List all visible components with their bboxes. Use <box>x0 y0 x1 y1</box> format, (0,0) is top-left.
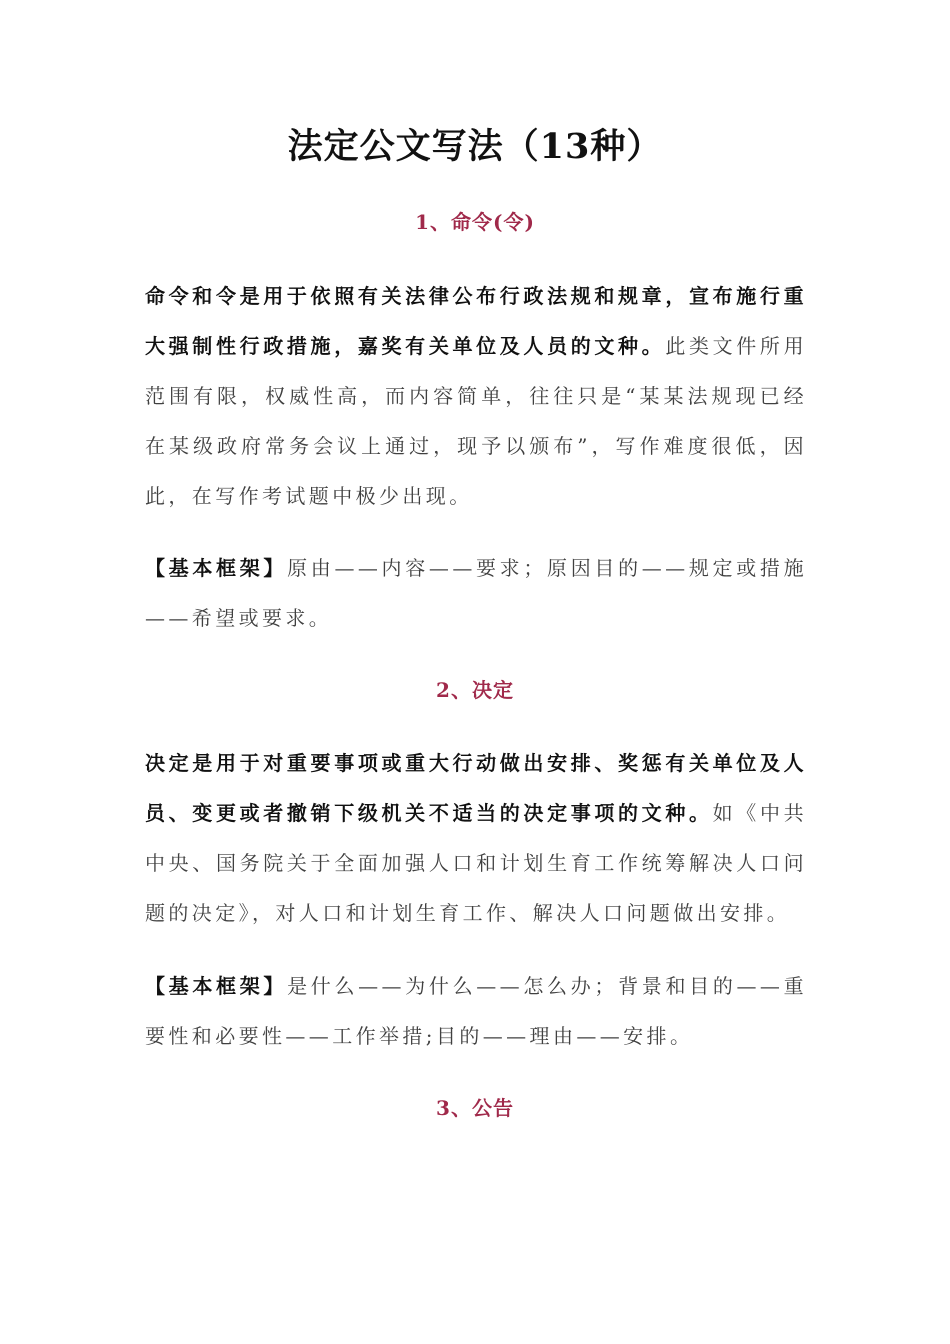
section-1-definition-bold: 命令和令是用于依照有关法律公布行政法规和规章，宣布施行重大强制性行政措施，嘉奖有关单位及人员的文种。 <box>145 284 807 358</box>
section-1-framework-text: 原由——内容——要求；原因目的——规定或措施——希望或要求。 <box>145 556 807 630</box>
document-title: 法定公文写法（13种） <box>287 126 663 167</box>
section-heading-1: 1、命令(令) <box>415 210 535 234</box>
section-1-framework-label: 【基本框架】 <box>145 556 288 580</box>
section-2-framework <box>145 961 807 1061</box>
section-1-definition <box>145 271 807 521</box>
section-2-definition-bold: 决定是用于对重要事项或重大行动做出安排、奖惩有关单位及人员、变更或者撤销下级机关不适当的决定事项的文种。 <box>145 751 807 825</box>
section-1-definition-rest: 此类文件所用范围有限，权威性高，而内容简单，往往只是“某某法规现已经在某级政府常务会议上通过，现予以颁布”，写作难度很低，因此，在写作考试题中极少出现。 <box>145 334 807 508</box>
section-2-definition <box>145 738 807 938</box>
section-heading-3: 3、公告 <box>436 1096 514 1120</box>
section-2-framework-label: 【基本框架】 <box>145 974 288 998</box>
section-2-framework-text: 是什么——为什么——怎么办；背景和目的——重要性和必要性——工作举措;目的——理由——安排。 <box>145 974 807 1048</box>
section-2-definition-rest: 如《中共中央、国务院关于全面加强人口和计划生育工作统筹解决人口问题的决定》，对人口和计划生育工作、解决人口问题做出安排。 <box>145 801 807 925</box>
section-heading-2: 2、决定 <box>436 678 514 702</box>
section-1-framework <box>145 543 807 643</box>
